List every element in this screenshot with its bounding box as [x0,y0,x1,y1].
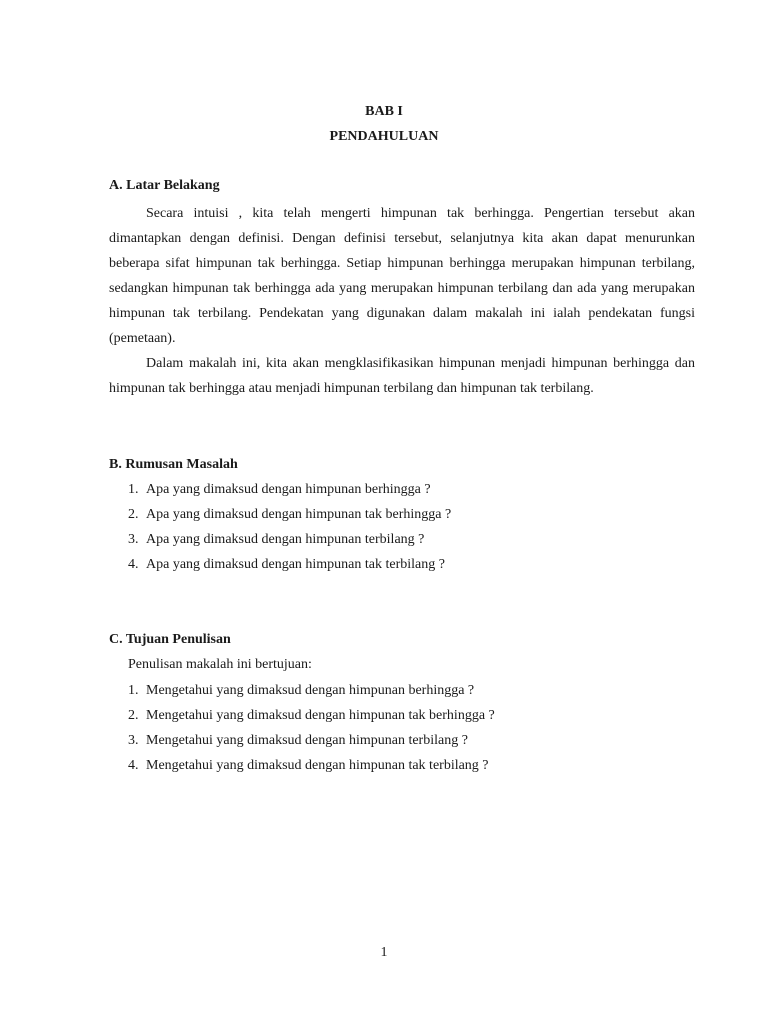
list-item-text: Apa yang dimaksud dengan himpunan tak berhingga ? [146,507,452,522]
list-item-number: 1. [128,683,139,698]
list-item-number: 2. [128,507,139,522]
section-a-paragraph-1-text: Secara intuisi , kita telah mengerti himpunan tak berhingga. Pengertian tersebut akan dimantapkan dengan definisi. Dengan definisi tersebut, selanjutnya kita akan dapat menurunkan beberapa sifat himpunan tak berhingga. Setiap himpunan berhingga merupakan himpunan terbilang, sedangkan himpunan tak berhingga ada yang merupakan himpunan terbilang dan ada yang merupakan himpunan tak terbilang. Pendekatan yang digunakan dalam makalah ini ialah pendekatan fungsi (pemetaan). [109,206,695,346]
list-item-number: 3. [128,733,139,748]
section-c-intro: Penulisan makalah ini bertujuan: [128,657,312,672]
list-item-text: Apa yang dimaksud dengan himpunan terbilang ? [146,532,425,547]
list-item-text: Mengetahui yang dimaksud dengan himpunan tak terbilang ? [146,758,489,773]
section-a-heading: A. Latar Belakang [109,178,220,193]
section-a-paragraph-1 [109,201,695,351]
list-item-text: Mengetahui yang dimaksud dengan himpunan terbilang ? [146,733,468,748]
list-item-number: 4. [128,557,139,572]
list-item-number: 1. [128,482,139,497]
list-item-text: Apa yang dimaksud dengan himpunan tak terbilang ? [146,557,445,572]
list-item-text: Apa yang dimaksud dengan himpunan berhingga ? [146,482,431,497]
list-item-number: 2. [128,708,139,723]
section-a-paragraph-2 [109,351,695,401]
section-a-paragraph-2-text: Dalam makalah ini, kita akan mengklasifikasikan himpunan menjadi himpunan berhingga dan himpunan tak berhingga atau menjadi himpunan terbilang dan himpunan tak terbilang. [109,356,695,396]
list-item-number: 4. [128,758,139,773]
chapter-label: BAB I [365,104,403,119]
list-item-text: Mengetahui yang dimaksud dengan himpunan berhingga ? [146,683,475,698]
section-c-heading: C. Tujuan Penulisan [109,632,231,647]
list-item-number: 3. [128,532,139,547]
list-item-text: Mengetahui yang dimaksud dengan himpunan tak berhingga ? [146,708,495,723]
section-b-heading: B. Rumusan Masalah [109,457,238,472]
chapter-title: PENDAHULUAN [329,129,439,144]
page-number: 1 [380,945,388,960]
